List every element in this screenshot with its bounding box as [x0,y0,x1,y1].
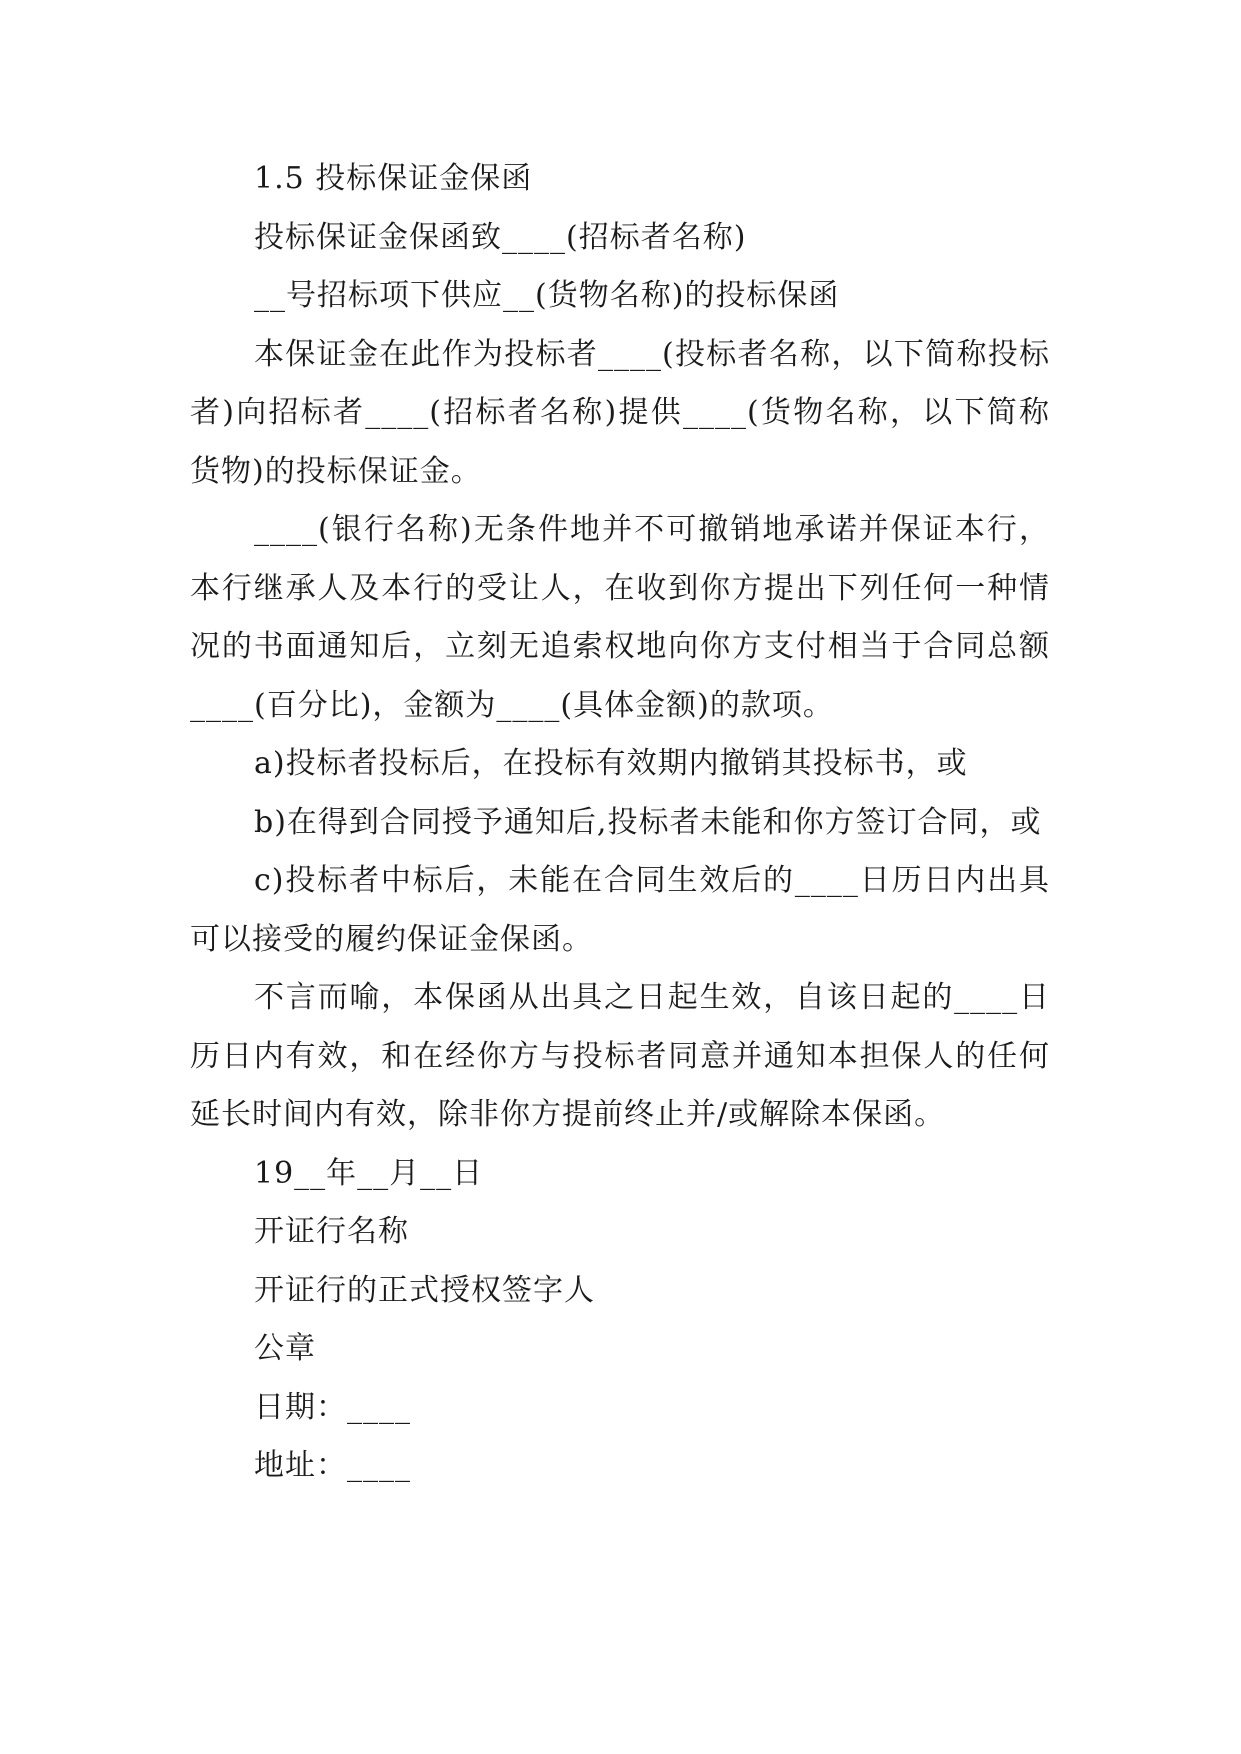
condition-c: c)投标者中标后，未能在合同生效后的____日历日内出具可以接受的履约保证金保函。 [190,863,1050,957]
validity-paragraph: 不言而喻，本保函从出具之日起生效，自该日起的____日历日内有效，和在经你方与投标者同意并通知本担保人的任何延长时间内有效，除非你方提前终止并/或解除本保函。 [190,980,1050,1132]
official-seal: 公章 [254,1331,316,1366]
authorized-signatory: 开证行的正式授权签字人 [254,1272,595,1308]
section-heading: 1.5 投标保证金保函 [254,161,533,196]
issuing-bank-name: 开证行名称 [254,1214,409,1249]
condition-b: b)在得到合同授予通知后,投标者未能和你方签订合同，或 [254,804,1042,840]
document-body [190,150,1050,1496]
guarantee-subject: __号招标项下供应__(货物名称)的投标保函 [254,278,840,313]
bank-undertaking-paragraph: ____(银行名称)无条件地并不可撤销地承诺并保证本行，本行继承人及本行的受让人，在收到你方提出下列任何一种情况的书面通知后，立刻无追索权地向你方支付相当于合同总额____(百分比)，金额为____(具体金额)的款项。 [190,512,1050,723]
guarantee-purpose-paragraph: 本保证金在此作为投标者____(投标者名称，以下简称投标者)向招标者____(招标者名称)提供____(货物名称，以下简称货物)的投标保证金。 [190,336,1050,489]
date-field: 日期：____ [254,1389,411,1425]
date-line: 19__年__月__日 [254,1155,484,1191]
condition-a: a)投标者投标后，在投标有效期内撤销其投标书，或 [254,746,968,781]
guarantee-addressee: 投标保证金保函致____(招标者名称) [254,219,747,255]
address-field: 地址：____ [254,1448,411,1483]
